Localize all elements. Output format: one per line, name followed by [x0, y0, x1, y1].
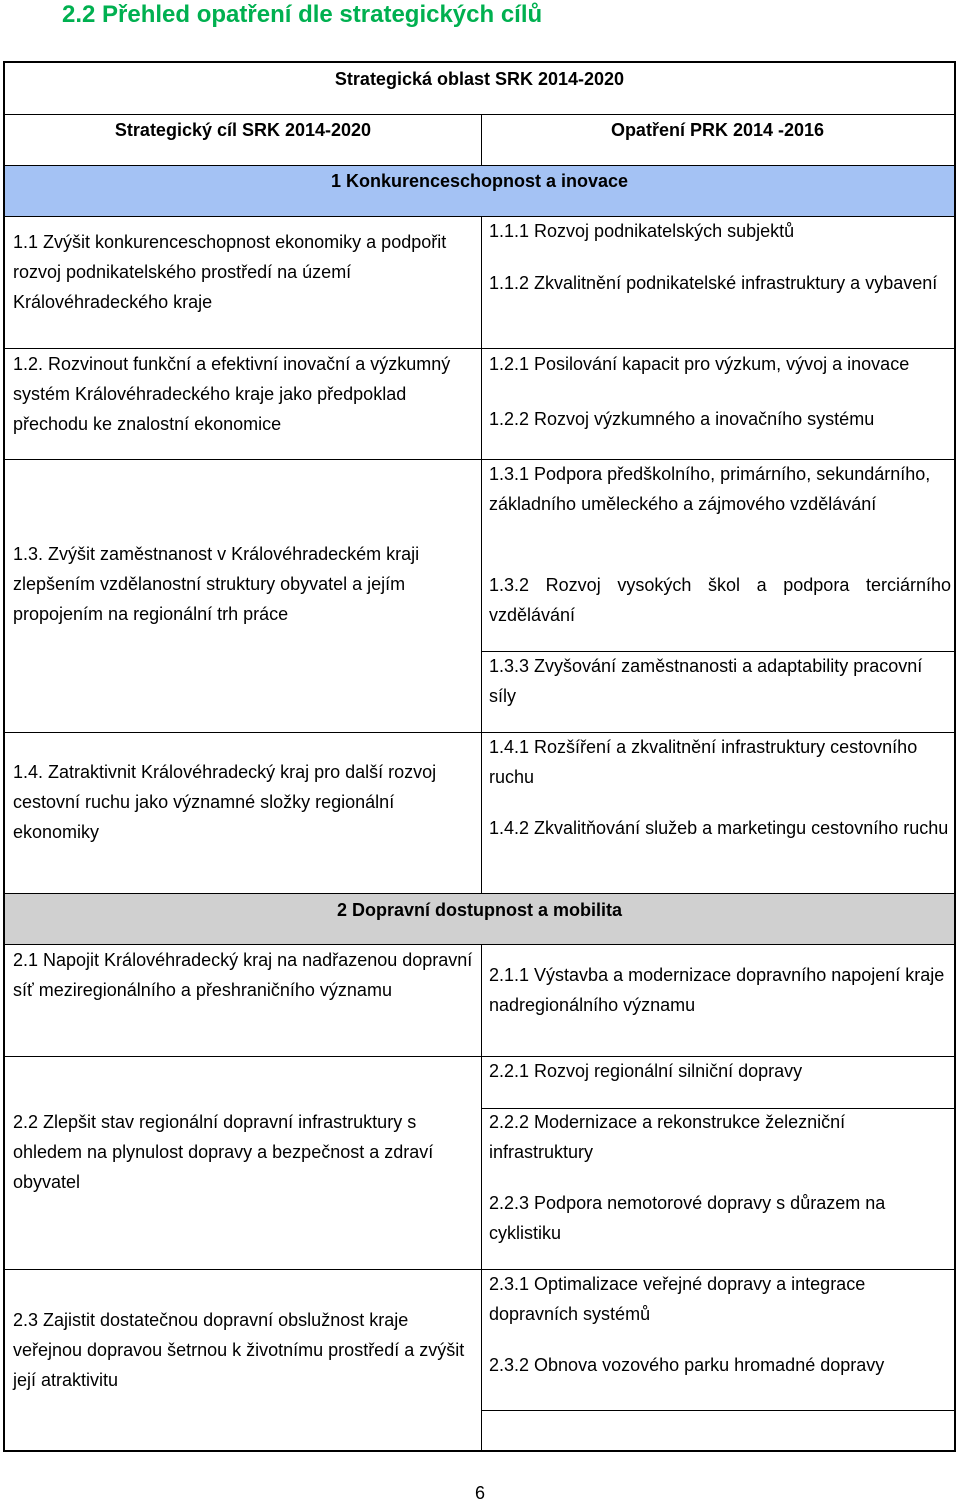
measure-1-1-1: 1.1.1 Rozvoj podnikatelských subjektů	[489, 221, 795, 241]
measure-1-2-2: 1.2.2 Rozvoj výzkumného a inovačního systému	[489, 409, 875, 429]
measure-1-2-1: 1.2.1 Posilování kapacit pro výzkum, vývoj a inovace	[489, 354, 910, 374]
goal-1-3: 1.3. Zvýšit zaměstnanost v Královéhradeckém kraji zlepšením vzdělanostní struktury obyvatel a jejím propojením na regionální trh práce	[13, 544, 420, 624]
measure-2-3-1: 2.3.1 Optimalizace veřejné dopravy a integrace dopravních systémů	[489, 1274, 866, 1324]
measure-1-4-1: 1.4.1 Rozšíření a zkvalitnění infrastruktury cestovního ruchu	[489, 737, 918, 787]
goal-1-2: 1.2. Rozvinout funkční a efektivní inovační a výzkumný systém Královéhradeckého kraje jako předpoklad přechodu ke znalostní ekonomice	[13, 354, 451, 434]
measure-2-2-3: 2.2.3 Podpora nemotorové dopravy s důrazem na cyklistiku	[489, 1193, 886, 1243]
measure-1-3-2: 1.3.2 Rozvoj vysokých škol a podpora terciárního vzdělávání	[489, 575, 951, 625]
goal-2-1: 2.1 Napojit Královéhradecký kraj na nadřazenou dopravní síť meziregionálního a přeshraničního významu	[13, 950, 473, 1000]
section-title: 1 Konkurenceschopnost a inovace	[330, 171, 629, 191]
section-title: 2 Dopravní dostupnost a mobilita	[336, 900, 623, 920]
row-divider	[481, 1410, 956, 1411]
goal-2-2: 2.2 Zlepšit stav regionální dopravní infrastruktury s ohledem na plynulost dopravy a bezpečnost a zdraví obyvatel	[13, 1112, 434, 1192]
measure-2-3-2: 2.3.2 Obnova vozového parku hromadné dopravy	[489, 1355, 885, 1375]
column-divider	[481, 114, 482, 165]
measure-1-4-2: 1.4.2 Zkvalitňování služeb a marketingu cestovního ruchu	[489, 818, 949, 838]
section-heading: 2.2 Přehled opatření dle strategických cílů	[62, 1, 543, 28]
row-divider	[5, 114, 954, 115]
measure-1-3-3: 1.3.3 Zvyšování zaměstnanosti a adaptability pracovní síly	[489, 656, 923, 706]
measure-2-2-1: 2.2.1 Rozvoj regionální silniční dopravy	[489, 1061, 803, 1081]
measure-1-3-1: 1.3.1 Podpora předškolního, primárního, sekundárního, základního uměleckého a zájmového vzdělávání	[489, 464, 931, 514]
goal-1-1: 1.1 Zvýšit konkurenceschopnost ekonomiky a podpořit rozvoj podnikatelského prostředí na území Královéhradeckého kraje	[13, 232, 447, 312]
column-divider	[481, 217, 482, 893]
page-number: 6	[474, 1483, 485, 1503]
goal-2-3: 2.3 Zajistit dostatečnou dopravní obslužnost kraje veřejnou dopravou šetrnou k životnímu prostředí a zvýšit její atraktivitu	[13, 1310, 465, 1390]
measure-1-1-2: 1.1.2 Zkvalitnění podnikatelské infrastruktury a vybavení	[489, 273, 938, 293]
column-divider	[481, 945, 482, 1452]
measure-2-2-2: 2.2.2 Modernizace a rekonstrukce železniční infrastruktury	[489, 1112, 846, 1162]
goal-1-4: 1.4. Zatraktivnit Královéhradecký kraj pro další rozvoj cestovní ruchu jako významné složky regionální ekonomiky	[13, 762, 437, 842]
column-header-goal: Strategický cíl SRK 2014-2020	[114, 120, 372, 140]
measures-table	[3, 61, 956, 1452]
measure-2-1-1: 2.1.1 Výstavba a modernizace dopravního napojení kraje nadregionálního významu	[489, 965, 945, 1015]
column-header-measure: Opatření PRK 2014 -2016	[610, 120, 825, 140]
table-title: Strategická oblast SRK 2014-2020	[334, 69, 625, 89]
